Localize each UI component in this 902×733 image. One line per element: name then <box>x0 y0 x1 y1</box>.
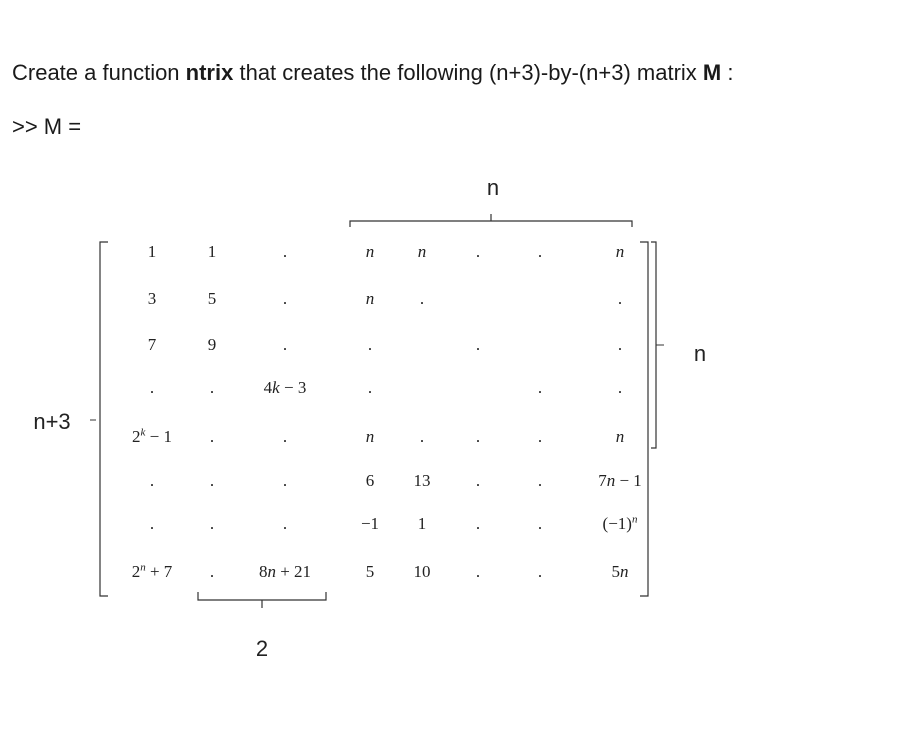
matrix-cell-r7-c8: $(-1)^n$ <box>602 513 638 533</box>
matrix-cell-r8-c7: . <box>537 562 543 581</box>
matrix-cell-r7-c4: −1 <box>360 514 380 533</box>
matrix-cell-r5-c4: n <box>365 427 375 446</box>
command-line: >> M = <box>12 114 82 139</box>
matrix-cell-r2-c4: n <box>365 289 375 308</box>
matrix-cell-r6-c6: . <box>475 471 481 490</box>
matrix-cell-r8-c3: 8n + 21 <box>258 562 312 581</box>
matrix-cell-r4-c1: . <box>149 378 155 397</box>
matrix-cell-r6-c2: . <box>209 471 215 490</box>
matrix-cell-r8-c8: 5n <box>611 562 629 581</box>
matrix-cell-r3-c6: . <box>475 335 481 354</box>
matrix-cell-r5-c6: . <box>475 427 481 446</box>
matrix-cell-r5-c2: . <box>209 427 215 446</box>
matrix-cell-r8-c6: . <box>475 562 481 581</box>
bottom-brace <box>198 592 326 608</box>
matrix-cell-r3-c1: 7 <box>147 335 157 354</box>
bottom-brace-label: 2 <box>255 636 269 661</box>
matrix-cell-r5-c3: . <box>282 427 288 446</box>
matrix-cell-r1-c8: n <box>615 242 625 261</box>
left-brace-label: n+3 <box>33 409 71 434</box>
matrix-cell-r6-c8: 7n − 1 <box>598 471 642 490</box>
matrix-cell-r3-c2: 9 <box>207 335 217 354</box>
matrix-cell-r5-c1: $2^k - 1$ <box>132 426 172 446</box>
matrix-cell-r6-c5: 13 <box>413 471 431 490</box>
matrix-cell-r5-c7: . <box>537 427 543 446</box>
matrix-cell-r3-c3: . <box>282 335 288 354</box>
inner-right-bracket <box>651 242 656 448</box>
matrix-cell-r4-c7: . <box>537 378 543 397</box>
matrix-cell-r7-c7: . <box>537 514 543 533</box>
matrix-cell-r5-c8: n <box>615 427 625 446</box>
matrix-cell-r7-c1: . <box>149 514 155 533</box>
function-name: ntrix <box>185 60 234 85</box>
prompt-prefix: Create a function <box>12 60 186 85</box>
matrix-cell-r2-c8: . <box>617 289 623 308</box>
top-brace-label: n <box>486 175 500 200</box>
matrix-cell-r4-c4: . <box>367 378 373 397</box>
matrix-cell-r4-c8: . <box>617 378 623 397</box>
matrix-cell-r7-c2: . <box>209 514 215 533</box>
matrix-cell-r3-c4: . <box>367 335 373 354</box>
matrix-cell-r7-c3: . <box>282 514 288 533</box>
left-matrix-bracket <box>100 242 108 596</box>
matrix-cell-r1-c5: n <box>417 242 427 261</box>
matrix-cell-r8-c5: 10 <box>413 562 431 581</box>
matrix-cell-r4-c2: . <box>209 378 215 397</box>
matrix-cell-r2-c3: . <box>282 289 288 308</box>
matrix-cell-r8-c2: . <box>209 562 215 581</box>
matrix-cell-r1-c1: 1 <box>147 242 157 261</box>
matrix-cell-r5-c5: . <box>419 427 425 446</box>
top-brace <box>350 214 632 227</box>
matrix-cell-r2-c1: 3 <box>147 289 157 308</box>
matrix-name: M <box>702 60 722 85</box>
matrix-cell-r1-c2: 1 <box>207 242 217 261</box>
matrix-cell-r1-c3: . <box>282 242 288 261</box>
right-brace-label: n <box>693 341 707 366</box>
matrix-cell-r1-c7: . <box>537 242 543 261</box>
matrix-cell-r6-c4: 6 <box>365 471 375 490</box>
prompt-suffix: : <box>721 60 734 85</box>
right-matrix-bracket <box>640 242 648 596</box>
matrix-cell-r4-c3: 4k − 3 <box>263 378 307 397</box>
matrix-cell-r7-c5: 1 <box>417 514 427 533</box>
matrix-cell-r1-c6: . <box>475 242 481 261</box>
matrix-cell-r6-c7: . <box>537 471 543 490</box>
matrix-cell-r2-c2: 5 <box>207 289 217 308</box>
matrix-cell-r6-c1: . <box>149 471 155 490</box>
matrix-cell-r7-c6: . <box>475 514 481 533</box>
matrix-cell-r8-c4: 5 <box>365 562 375 581</box>
matrix-cell-r6-c3: . <box>282 471 288 490</box>
matrix-cell-r1-c4: n <box>365 242 375 261</box>
matrix-cell-r2-c5: . <box>419 289 425 308</box>
matrix-cell-r3-c8: . <box>617 335 623 354</box>
matrix-cell-r8-c1: $2^n + 7$ <box>131 561 173 581</box>
prompt-middle: that creates the following (n+3)-by-(n+3) matrix <box>233 60 703 85</box>
